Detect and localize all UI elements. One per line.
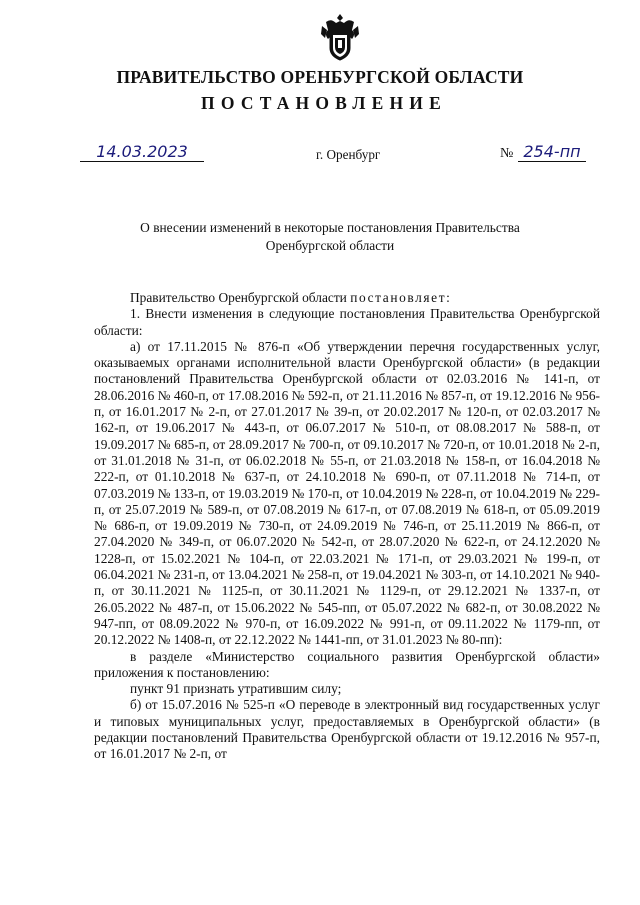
- subject-line-2: Оренбургской области: [265, 237, 395, 253]
- section-a: в разделе «Министерство социального развития Оренбургской области» приложения к постановлению:: [94, 648, 600, 680]
- government-name: ПРАВИТЕЛЬСТВО ОРЕНБУРГСКОЙ ОБЛАСТИ: [116, 67, 524, 87]
- item-1: 1. Внести изменения в следующие постановления Правительства Оренбургской области:: [94, 306, 600, 338]
- document-date: 14.03.2023: [80, 143, 204, 162]
- intro-paragraph: [94, 290, 600, 306]
- document-number: 254-пп: [518, 143, 586, 162]
- item-b: б) от 15.07.2016 № 525-п «О переводе в электронный вид государственных услуг и типовых муниципальных услуг, предоставляемых в Оренбургской области» (в редакции постановлений Правительства Оренбургской области от 19.12.2016 № 957-п, от 16.01.2017 № 2-п, от: [94, 697, 600, 762]
- point-91: пункт 91 признать утратившим силу;: [130, 681, 342, 697]
- document-city: г. Оренбург: [316, 147, 381, 162]
- subject-line-1: О внесении изменений в некоторые постановления Правительства: [140, 220, 520, 235]
- coat-of-arms-icon: [318, 12, 362, 62]
- document-type: ПОСТАНОВЛЕНИЕ: [201, 93, 447, 113]
- intro-prefix: Правительство Оренбургской области: [130, 290, 347, 305]
- item-a: а) от 17.11.2015 № 876-п «Об утверждении перечня государственных услуг, оказываемых органами исполнительной власти Оренбургской области» (в редакции постановлений Правительства Оренбургской области от 02.03.2016 № 141-п, от 28.06.2016 № 460-п, от 17.08.2016 № 592-п, от 21.11.2016 № 857-п, от 19.12.2016 № 956-п, от 16.01.2017 № 2-п, от 27.01.2017 № 39-п, от 20.02.2017 № 120-п, от 02.03.2017 № 162-п, от 19.06.2017 № 443-п, от 06.07.2017 № 510-п, от 08.08.2017 № 588-п, от 19.09.2017 № 685-п, от 28.09.2017 № 700-п, от 09.10.2017 № 720-п, от 10.01.2018 № 2-п, от 31.01.2018 № 31-п, от 06.02.2018 № 55-п, от 21.03.2018 № 158-п, от 16.04.2018 № 222-п, от 01.10.2018 № 637-п, от 24.10.2018 № 690-п, от 07.11.2018 № 714-п, от 07.03.2019 № 133-п, от 19.03.2019 № 170-п, от 10.04.2019 № 228-п, от 10.04.2019 № 229-п, от 25.07.2019 № 589-п, от 07.08.2019 № 617-п, от 07.08.2019 № 618-п, от 05.09.2019 № 686-п, от 19.09.2019 № 730-п, от 24.09.2019 № 746-п, от 25.11.2019 № 866-п, от 27.04.2020 № 349-п, от 06.07.2020 № 542-п, от 28.07.2020 № 622-п, от 24.12.2020 № 1228-п, от 15.02.2021 № 104-п, от 22.03.2021 № 171-п, от 29.03.2021 № 199-п, от 06.04.2021 № 231-п, от 13.04.2021 № 258-п, от 19.04.2021 № 303-п, от 14.10.2021 № 940-п, от 30.11.2021 № 1125-п, от 30.11.2021 № 1129-п, от 29.12.2021 № 1337-п, от 26.05.2022 № 487-п, от 15.06.2022 № 545-пп, от 05.07.2022 № 682-п, от 30.08.2022 № 947-пп, от 08.09.2022 № 970-п, от 16.09.2022 № 991-п, от 09.11.2022 № 1179-пп, от 20.12.2022 № 1408-п, от 22.12.2022 № 1441-пп, от 31.01.2023 № 80-пп):: [94, 338, 600, 648]
- document-body: [94, 290, 600, 763]
- document-number-label: №: [500, 146, 514, 161]
- intro-verb: постановляет:: [350, 290, 452, 305]
- document-subject: [100, 219, 560, 254]
